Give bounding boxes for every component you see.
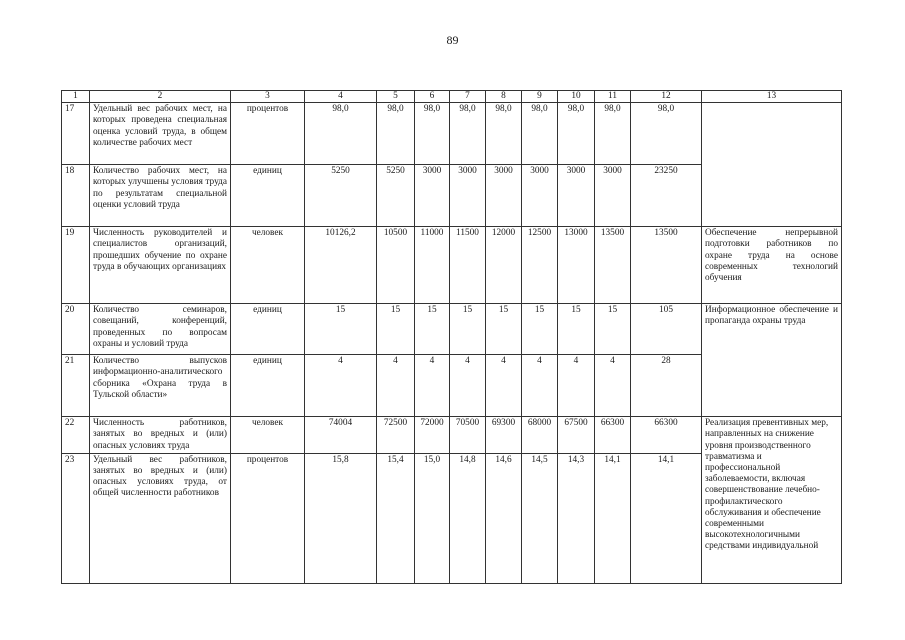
row-number: 20: [62, 304, 90, 355]
value-cell: 98,0: [595, 103, 631, 165]
value-cell: 14,6: [486, 453, 522, 583]
note-cell-empty: [702, 103, 842, 227]
value-cell: 15,4: [377, 453, 415, 583]
value-cell: 4: [558, 355, 595, 417]
indicators-table: [61, 90, 842, 584]
header-cell: 5: [377, 91, 415, 103]
value-cell: 12500: [522, 227, 558, 304]
unit-cell: процентов: [231, 453, 305, 583]
value-cell: 13500: [595, 227, 631, 304]
unit-cell: процентов: [231, 103, 305, 165]
value-cell: 98,0: [415, 103, 450, 165]
value-cell: 5250: [377, 165, 415, 227]
value-cell: 15: [595, 304, 631, 355]
value-cell: 15: [377, 304, 415, 355]
header-cell: 7: [450, 91, 486, 103]
value-cell: 13500: [631, 227, 702, 304]
value-cell: 3000: [450, 165, 486, 227]
page-number: 89: [446, 33, 459, 47]
header-cell: 2: [90, 91, 231, 103]
row-number: 23: [62, 453, 90, 583]
header-cell: 13: [702, 91, 842, 103]
value-cell: 11000: [415, 227, 450, 304]
value-cell: 15: [558, 304, 595, 355]
value-cell: 3000: [522, 165, 558, 227]
value-cell: 13000: [558, 227, 595, 304]
value-cell: 70500: [450, 417, 486, 454]
value-cell: 3000: [558, 165, 595, 227]
header-row: [62, 91, 842, 103]
value-cell: 15: [305, 304, 377, 355]
value-cell: 3000: [595, 165, 631, 227]
value-cell: 66300: [631, 417, 702, 454]
value-cell: 14,1: [631, 453, 702, 583]
value-cell: 28: [631, 355, 702, 417]
row-number: 18: [62, 165, 90, 227]
indicator-name: Удельный вес работников, занятых во вредных и (или) опасных условиях труда, от общей численности работников: [90, 453, 231, 583]
row-number: 22: [62, 417, 90, 454]
value-cell: 4: [595, 355, 631, 417]
unit-cell: человек: [231, 417, 305, 454]
header-cell: 8: [486, 91, 522, 103]
value-cell: 72000: [415, 417, 450, 454]
header-cell: 9: [522, 91, 558, 103]
value-cell: 12000: [486, 227, 522, 304]
unit-cell: единиц: [231, 355, 305, 417]
value-cell: 98,0: [631, 103, 702, 165]
value-cell: 15,8: [305, 453, 377, 583]
value-cell: 105: [631, 304, 702, 355]
value-cell: 98,0: [558, 103, 595, 165]
header-cell: 12: [631, 91, 702, 103]
value-cell: 23250: [631, 165, 702, 227]
value-cell: 10126,2: [305, 227, 377, 304]
value-cell: 4: [486, 355, 522, 417]
value-cell: 14,5: [522, 453, 558, 583]
indicator-name: Количество выпусков информационно-аналитического сборника «Охрана труда в Тульской области»: [90, 355, 231, 417]
value-cell: 74004: [305, 417, 377, 454]
value-cell: 15: [415, 304, 450, 355]
header-cell: 3: [231, 91, 305, 103]
indicator-name: Количество рабочих мест, на которых улучшены условия труда по результатам специальной оценки условий труда: [90, 165, 231, 227]
header-cell: 4: [305, 91, 377, 103]
value-cell: 67500: [558, 417, 595, 454]
value-cell: 98,0: [450, 103, 486, 165]
value-cell: 66300: [595, 417, 631, 454]
table-row: [62, 417, 842, 454]
header-cell: 1: [62, 91, 90, 103]
value-cell: 14,8: [450, 453, 486, 583]
value-cell: 98,0: [486, 103, 522, 165]
note-cell: Информационное обеспечение и пропаганда охраны труда: [702, 304, 842, 417]
value-cell: 15: [522, 304, 558, 355]
unit-cell: человек: [231, 227, 305, 304]
indicator-name: Численность руководителей и специалистов организаций, прошедших обучение по охране труда в обучающих организациях: [90, 227, 231, 304]
value-cell: 10500: [377, 227, 415, 304]
indicator-name: Количество семинаров, совещаний, конференций, проведенных по вопросам охраны и условий труда: [90, 304, 231, 355]
value-cell: 3000: [415, 165, 450, 227]
note-cell: Реализация превентивных мер, направленных на снижение уровня производственного травматизма и профессиональной заболеваемости, включая совершенствование лечебно-профилактического обслуживания и обеспечение современными высокотехнологичными средствами индивидуальной: [702, 417, 842, 584]
indicator-name: Численность работников, занятых во вредных и (или) опасных условиях труда: [90, 417, 231, 454]
value-cell: 4: [305, 355, 377, 417]
value-cell: 4: [377, 355, 415, 417]
value-cell: 15: [486, 304, 522, 355]
note-cell: Обеспечение непрерывной подготовки работников по охране труда на основе современных технологий обучения: [702, 227, 842, 304]
value-cell: 4: [415, 355, 450, 417]
table-row: [62, 227, 842, 304]
row-number: 21: [62, 355, 90, 417]
unit-cell: единиц: [231, 165, 305, 227]
value-cell: 98,0: [377, 103, 415, 165]
unit-cell: единиц: [231, 304, 305, 355]
table-row: [62, 304, 842, 355]
value-cell: 68000: [522, 417, 558, 454]
value-cell: 4: [450, 355, 486, 417]
header-cell: 6: [415, 91, 450, 103]
value-cell: 14,3: [558, 453, 595, 583]
header-cell: 11: [595, 91, 631, 103]
value-cell: 98,0: [522, 103, 558, 165]
value-cell: 98,0: [305, 103, 377, 165]
value-cell: 15,0: [415, 453, 450, 583]
table-row: [62, 103, 842, 165]
value-cell: 4: [522, 355, 558, 417]
value-cell: 14,1: [595, 453, 631, 583]
header-cell: 10: [558, 91, 595, 103]
value-cell: 3000: [486, 165, 522, 227]
value-cell: 15: [450, 304, 486, 355]
value-cell: 5250: [305, 165, 377, 227]
indicator-name: Удельный вес рабочих мест, на которых проведена специальная оценка условий труда, в общем количестве рабочих мест: [90, 103, 231, 165]
row-number: 19: [62, 227, 90, 304]
value-cell: 72500: [377, 417, 415, 454]
value-cell: 11500: [450, 227, 486, 304]
row-number: 17: [62, 103, 90, 165]
value-cell: 69300: [486, 417, 522, 454]
